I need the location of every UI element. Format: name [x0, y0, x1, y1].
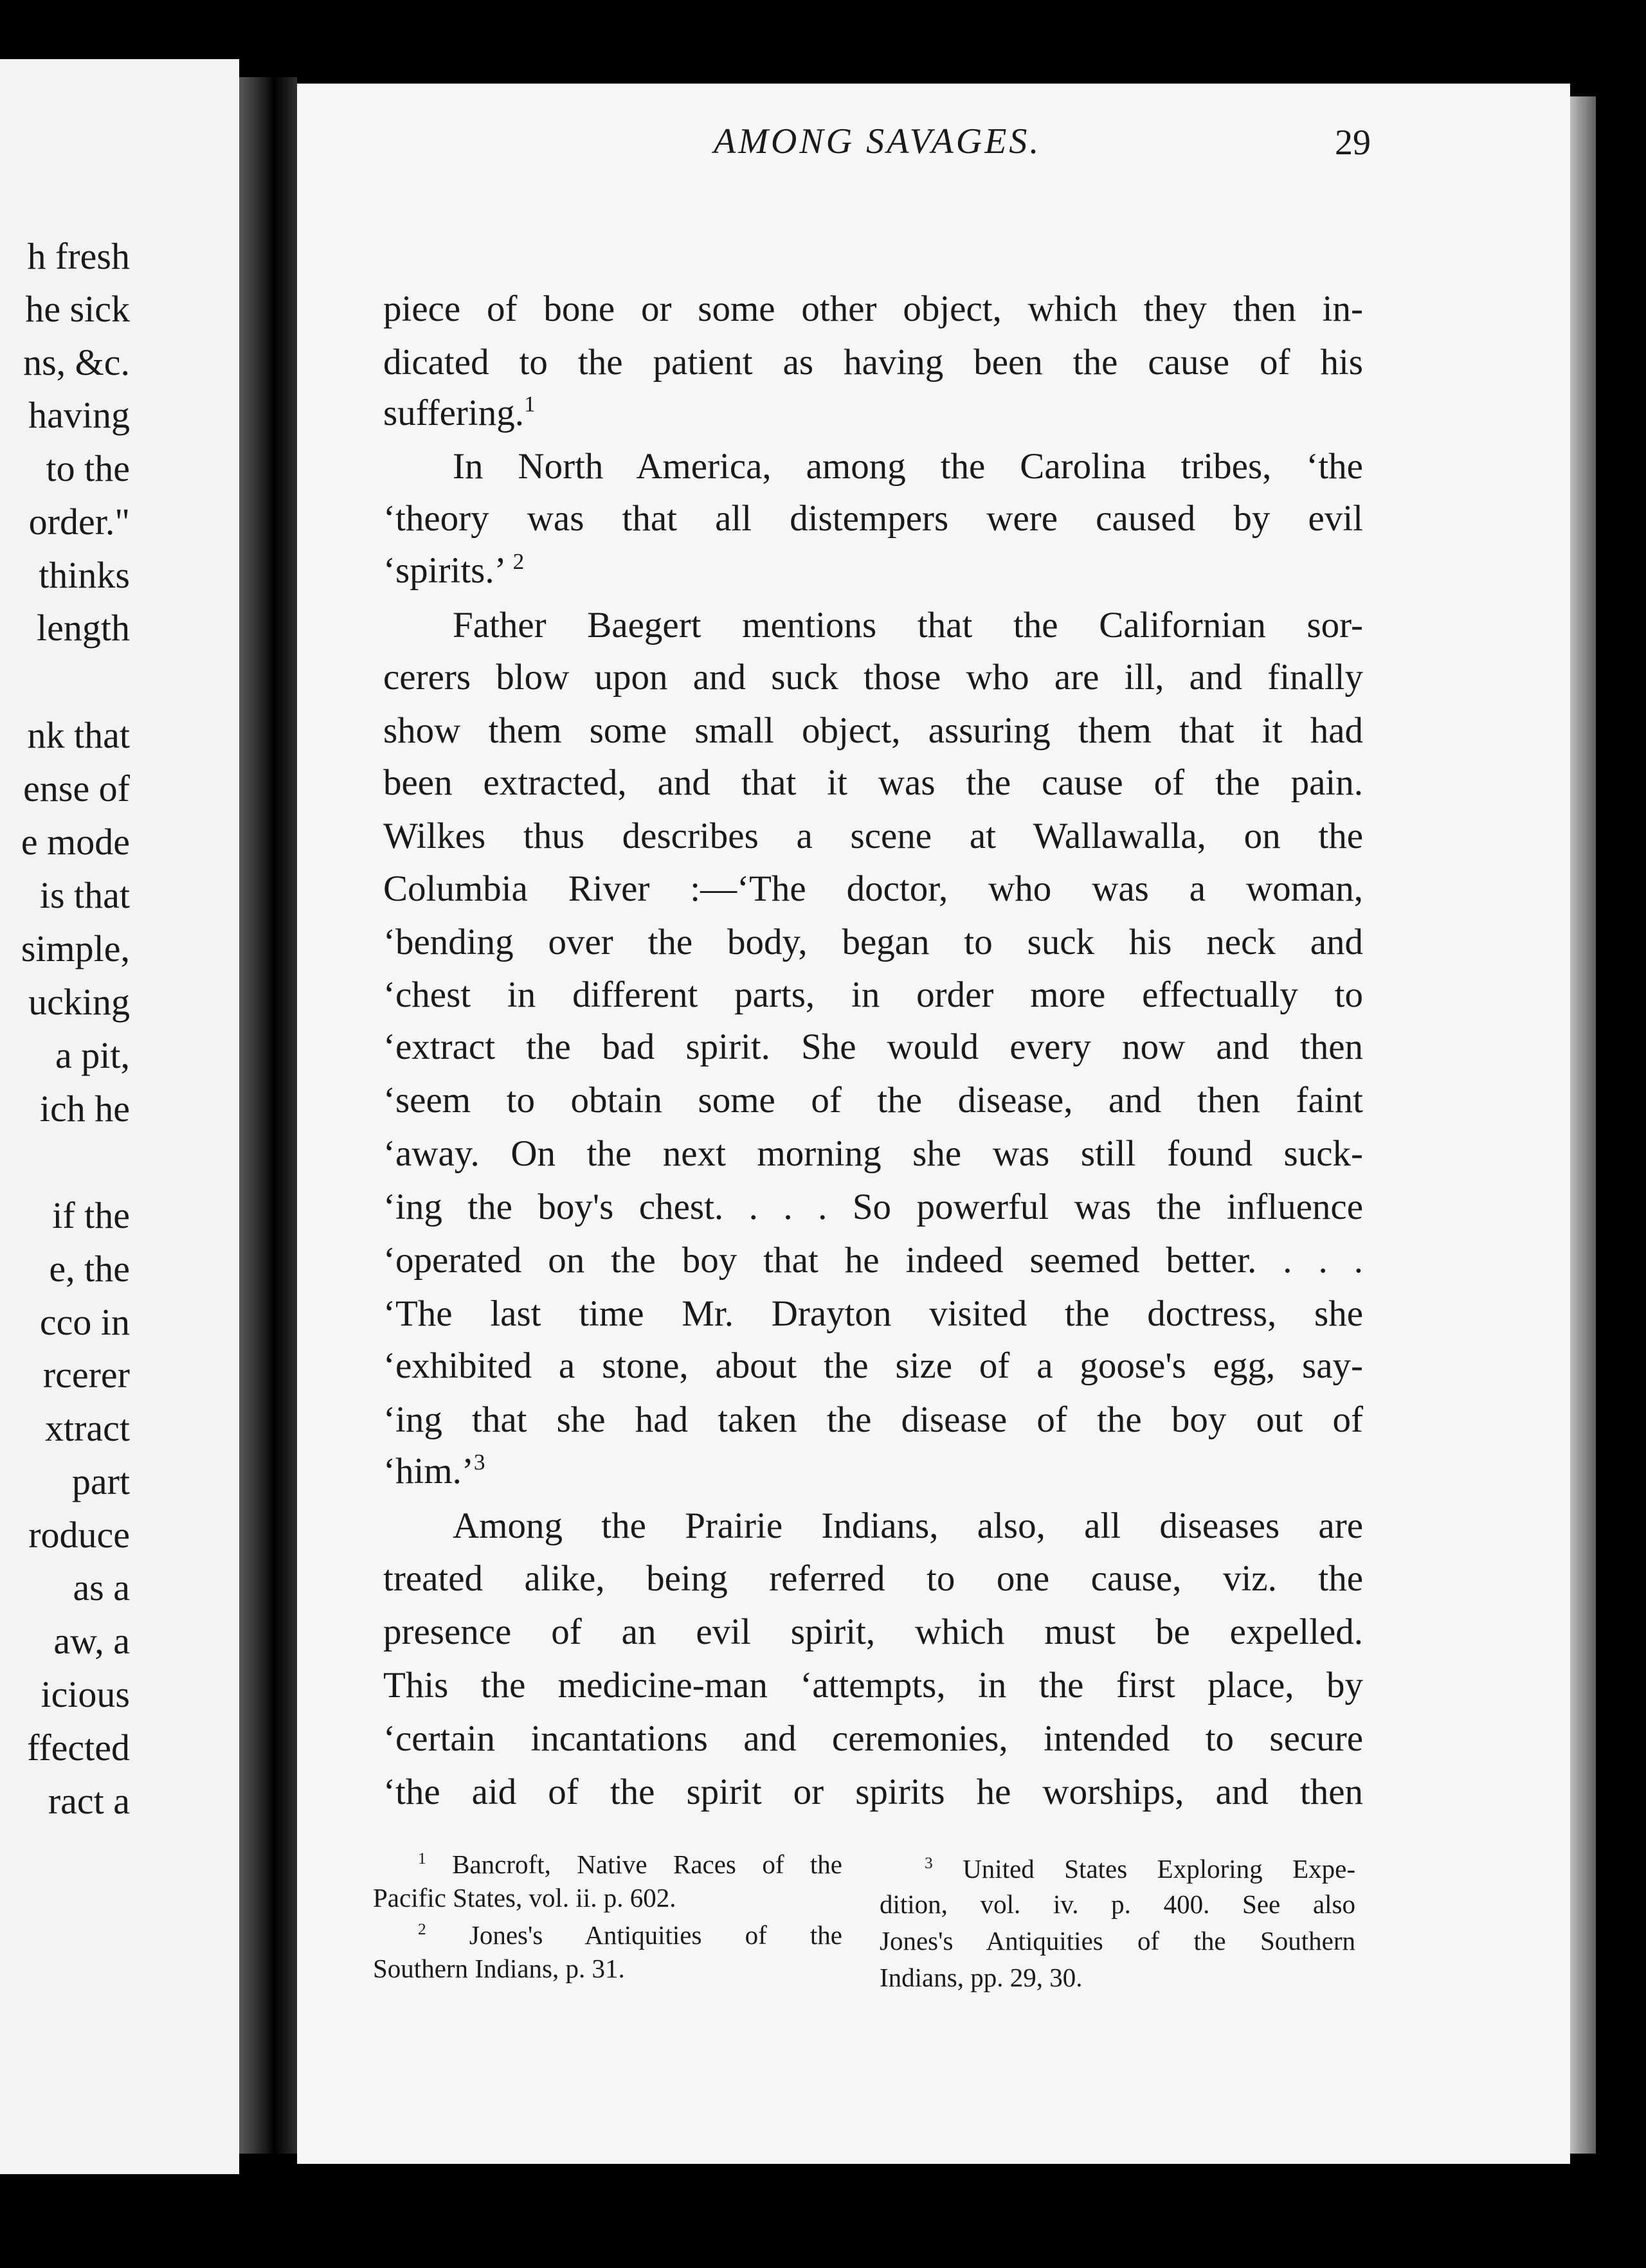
left-page-text-fragment: as a: [73, 1567, 130, 1608]
footnote-line: dition, vol. iv. p. 400. See also: [880, 1889, 1355, 1919]
body-line: ‘operated on the boy that he indeed seemed better. . . .: [383, 1240, 1363, 1281]
body-line: ‘him.’$^3$: [383, 1449, 485, 1491]
footnote-line: Pacific States, vol. ii. p. 602.: [373, 1883, 676, 1913]
left-page-text-fragment: having: [28, 394, 130, 436]
footnote-marker: 3: [473, 1449, 485, 1475]
body-line: ‘The last time Mr. Drayton visited the doctress, she: [383, 1293, 1363, 1334]
body-line: ‘away. On the next morning she was still found suck-: [383, 1133, 1363, 1174]
left-page-text-fragment: roduce: [28, 1514, 130, 1556]
body-line: treated alike, being referred to one cause, viz. the: [383, 1558, 1363, 1599]
footnote-line: Southern Indians, p. 31.: [373, 1954, 625, 1983]
body-line: This the medicine-man ‘attempts, in the first place, by: [383, 1665, 1363, 1706]
body-line: Wilkes thus describes a scene at Wallawalla, on the: [383, 816, 1363, 856]
left-page-text-fragment: icious: [41, 1673, 130, 1715]
left-page-text-fragment: is that: [39, 874, 130, 916]
left-page-text-fragment: ucking: [28, 981, 130, 1023]
footnote-marker: 1: [523, 391, 536, 417]
body-line: suffering.$^1$: [383, 391, 536, 433]
footnote-number: 3: [925, 1853, 933, 1872]
body-line: Columbia River :—‘The doctor, who was a woman,: [383, 869, 1363, 909]
body-line: ‘chest in different parts, in order more effectually to: [383, 975, 1363, 1015]
body-line: ‘theory was that all distempers were caused by evil: [383, 498, 1363, 539]
body-line: ‘ing that she had taken the disease of the boy out of: [383, 1400, 1363, 1440]
body-line: ‘seem to obtain some of the disease, and then faint: [383, 1080, 1363, 1120]
footnote-line: $^1$ Bancroft, Native Races of the: [418, 1849, 842, 1879]
body-line: ‘certain incantations and ceremonies, intended to secure: [383, 1718, 1363, 1759]
body-line: piece of bone or some other object, which they then in-: [383, 289, 1363, 329]
body-line: ‘the aid of the spirit or spirits he worships, and then: [383, 1772, 1363, 1812]
left-page-text-fragment: length: [37, 607, 130, 649]
body-line: ‘exhibited a stone, about the size of a goose's egg, say-: [383, 1346, 1363, 1386]
footnote-line: $^2$ Jones's Antiquities of the: [418, 1920, 843, 1950]
left-page-text-fragment: aw, a: [53, 1620, 130, 1662]
left-page-text-fragment: ffected: [27, 1727, 130, 1769]
left-page-text-fragment: e, the: [49, 1248, 130, 1290]
left-page-text-fragment: to the: [46, 447, 130, 489]
left-page-text-fragment: nk that: [27, 714, 130, 756]
book-gutter: [239, 77, 297, 2154]
left-page-text-fragment: ich he: [39, 1088, 130, 1130]
footnote-line: Jones's Antiquities of the Southern: [880, 1926, 1355, 1956]
body-line: In North America, among the Carolina tribes, ‘the: [453, 446, 1363, 487]
page-edge-shadow: [1570, 96, 1596, 2154]
left-page-text-fragment: ense of: [23, 768, 130, 809]
body-line: presence of an evil spirit, which must be expelled.: [383, 1612, 1363, 1652]
footnote-number: 1: [418, 1849, 426, 1868]
body-line: Among the Prairie Indians, also, all diseases are: [453, 1506, 1363, 1546]
body-line: ‘ing the boy's chest. . . . So powerful was the influence: [383, 1187, 1363, 1227]
footnote-line: $^3$ United States Exploring Expe-: [925, 1853, 1356, 1884]
body-line: cerers blow upon and suck those who are ill, and finally: [383, 657, 1363, 698]
page-number: 29: [1335, 123, 1371, 163]
body-line: been extracted, and that it was the cause of the pain.: [383, 762, 1363, 803]
left-page-text-fragment: ns, &c.: [23, 341, 130, 383]
left-page-text-fragment: order.": [28, 501, 130, 543]
left-page-text-fragment: e mode: [21, 821, 130, 863]
footnote-marker: 2: [512, 548, 525, 574]
body-line: show them some small object, assuring them that it had: [383, 710, 1363, 751]
body-line: Father Baegert mentions that the Californian sor-: [453, 605, 1363, 645]
left-page-text-fragment: cco in: [39, 1301, 130, 1343]
left-page-text-fragment: thinks: [39, 554, 130, 596]
left-page-text-fragment: ract a: [48, 1780, 130, 1822]
left-page-text-fragment: a pit,: [55, 1034, 130, 1076]
left-page-text-fragment: xtract: [44, 1407, 130, 1449]
left-page-text-fragment: if the: [52, 1194, 130, 1236]
left-page-text-fragment: h fresh: [27, 235, 130, 277]
running-head: AMONG SAVAGES.: [714, 122, 1042, 161]
footnote-number: 2: [418, 1920, 426, 1938]
left-page-text-fragment: he sick: [25, 288, 130, 330]
left-page-text-fragment: part: [71, 1461, 130, 1502]
footnote-line: Indians, pp. 29, 30.: [880, 1963, 1083, 1992]
body-line: ‘bending over the body, began to suck his neck and: [383, 922, 1363, 962]
left-page-fragment: [0, 59, 239, 2174]
body-line: ‘spirits.’ $^2$: [383, 548, 525, 591]
body-line: ‘extract the bad spirit. She would every now and then: [383, 1027, 1363, 1067]
left-page-text-fragment: simple,: [21, 928, 130, 969]
body-line: dicated to the patient as having been the cause of his: [383, 342, 1363, 382]
left-page-text-fragment: rcerer: [42, 1354, 130, 1396]
